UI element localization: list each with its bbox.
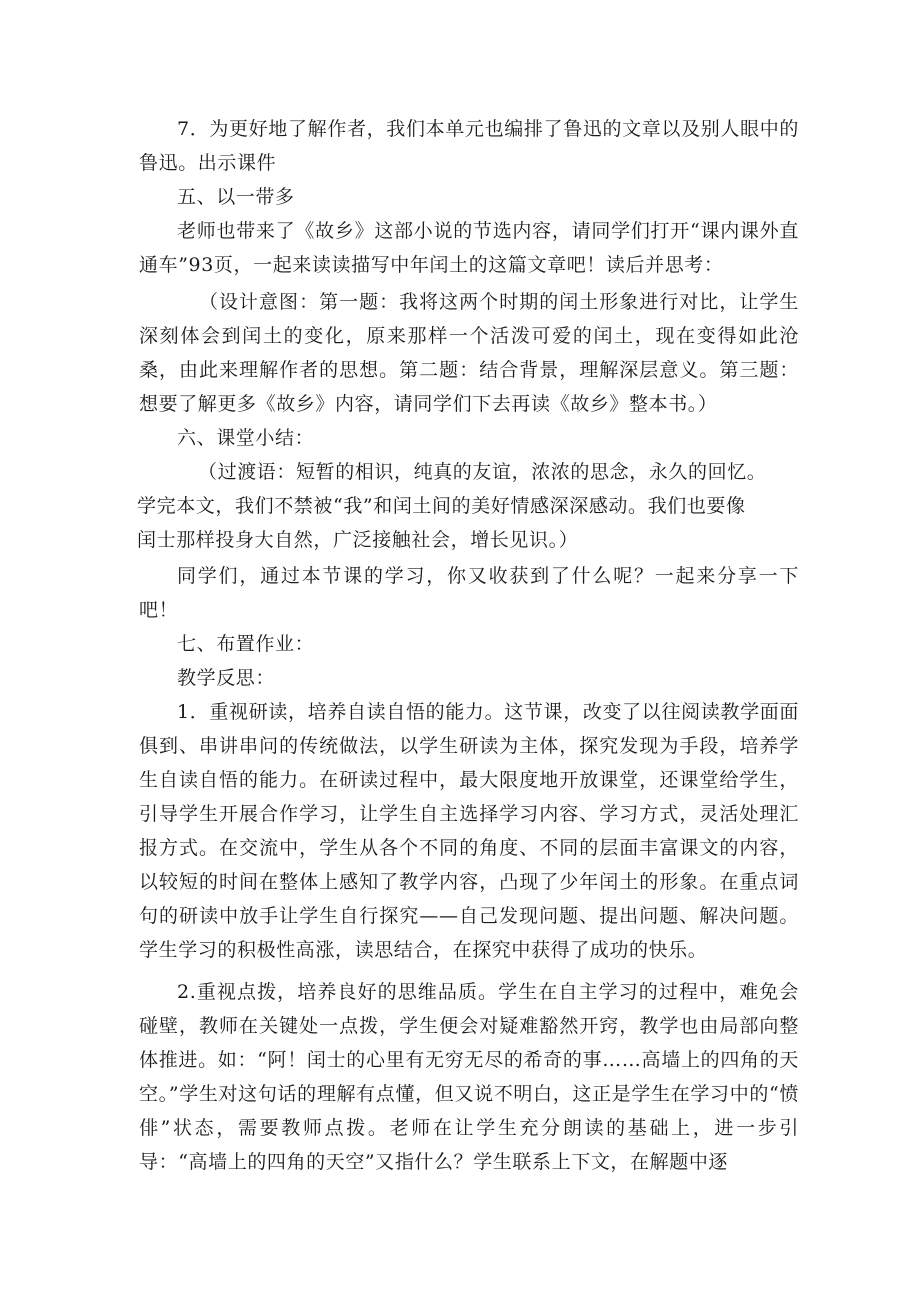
paragraph-teacher-intro: 老师也带来了《故乡》这部小说的节选内容，请同学们打开“课内课外直通车”93页，一起来读读描写中年闰土的这篇文章吧！读后并思考： (139, 220, 799, 276)
paragraph-design-intent: （设计意图：第一题：我将这两个时期的闰土形象进行对比，让学生深刻体会到闰土的变化，原来那样一个活泼可爱的闰土，现在变得如此沧桑，由此来理解作者的思想。第二题：结合背景，理解深层意义。第三题：想要了解更多《故乡》内容，请同学们下去再读《故乡》整本书。） (139, 291, 799, 415)
transition-line-3: 闰士那样投身大自然，广泛接触社会，增长见识。） (137, 529, 579, 551)
section-heading-5: 五、以一带多 (177, 186, 295, 208)
transition-line-2: 学完本文，我们不禁被“我”和闰土间的美好情感深深感动。我们也要像 (137, 495, 746, 517)
transition-line-1: （过渡语：短暂的相识，纯真的友谊，浓浓的思念，永久的回忆。 (198, 461, 767, 483)
paragraph-reflection-2: 2.重视点拨，培养良好的思维品质。学生在自主学习的过程中，难免会碰壁，教师在关键处一点拨，学生便会对疑难豁然开窍，教学也由局部向整体推进。如：“阿！闰士的心里有无穷无尽的希奇的事……高墙上的四角的天空。”学生对这句话的理解有点懂，但又说不明白，这正是学生在学习中的“愤俳”状态，需要教师点拨。老师在让学生充分朗读的基础上，进一步引导：“高墙上的四角的天空”又指什么？学生联系上下文，在解题中逐 (139, 981, 799, 1173)
section-heading-6: 六、课堂小结： (177, 427, 315, 449)
paragraph-share: 同学们，通过本节课的学习，你又收获到了什么呢？一起来分享一下吧！ (139, 565, 799, 621)
paragraph-7: 7．为更好地了解作者，我们本单元也编排了鲁迅的文章以及别人眼中的鲁迅。出示课件 (139, 118, 799, 174)
heading-teaching-reflection: 教学反思： (177, 667, 276, 689)
section-heading-7: 七、布置作业： (177, 633, 315, 655)
paragraph-reflection-1: 1．重视研读，培养自读自悟的能力。这节课，改变了以往阅读教学面面俱到、串讲串问的传统做法，以学生研读为主体，探究发现为手段，培养学生自读自悟的能力。在研读过程中，最大限度地开放课堂，还课堂给学生，引导学生开展合作学习，让学生自主选择学习内容、学习方式，灵活处理汇报方式。在交流中，学生从各个不同的角度、不同的层面丰富课文的内容，以较短的时间在整体上感知了教学内容，凸现了少年闰土的形象。在重点词句的研读中放手让学生自行探究——自己发现问题、提出问题、解决问题。学生学习的积极性高涨，读思结合，在探究中获得了成功的快乐。 (139, 701, 799, 961)
